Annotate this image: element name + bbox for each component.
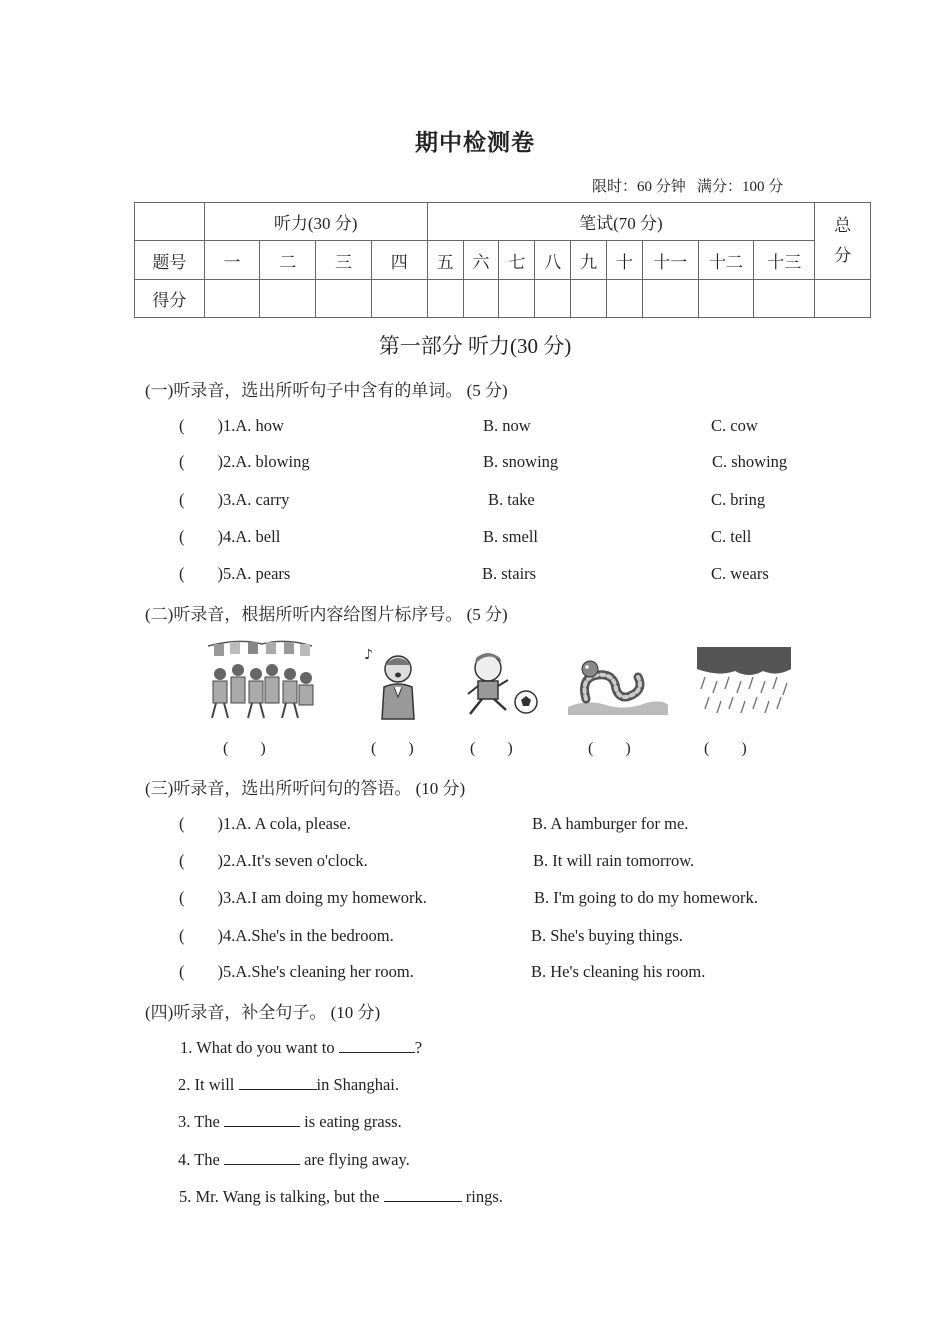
col-header: 十 xyxy=(607,241,643,280)
score-cell[interactable] xyxy=(754,280,815,318)
snake-picture xyxy=(566,655,670,717)
s3-q5-option-a: ( )5.A.She's cleaning her room. xyxy=(179,962,414,981)
col-header: 五 xyxy=(427,241,463,280)
score-cell[interactable] xyxy=(427,280,463,318)
score-cell[interactable] xyxy=(499,280,535,318)
s1-q2-option-a: ( )2.A. blowing xyxy=(179,452,310,471)
sentence-text: 3. The xyxy=(178,1112,224,1131)
row-label-score: 得分 xyxy=(135,280,205,318)
picture-answer-paren[interactable]: ( ) xyxy=(223,740,266,757)
exam-title: 期中检测卷 xyxy=(415,130,535,155)
s1-q5-option-a: ( )5.A. pears xyxy=(179,564,291,583)
picture-answer-paren[interactable]: ( ) xyxy=(588,740,631,757)
s1-q4-option-b: B. smell xyxy=(483,527,539,546)
sentence-text: is eating grass. xyxy=(299,1112,402,1131)
score-cell[interactable] xyxy=(642,280,698,318)
fill-sentence-4 xyxy=(178,1150,410,1170)
s1-q3-option-c: C. bring xyxy=(711,490,766,509)
row-label-number: 题号 xyxy=(135,241,205,280)
s1-q1-option-c: C. cow xyxy=(711,416,758,435)
s3-q5-option-b: B. He's cleaning his room. xyxy=(531,962,706,981)
answer-blank[interactable] xyxy=(224,1112,300,1127)
picture-answer-paren[interactable]: ( ) xyxy=(371,740,414,757)
section4-heading: (四)听录音，补全句子。 (10 分) xyxy=(145,1003,381,1022)
s1-q5-option-c: C. wears xyxy=(711,564,769,583)
section3-heading: (三)听录音，选出所听问句的答语。 (10 分) xyxy=(145,779,466,798)
s1-q3-option-a: ( )3.A. carry xyxy=(179,490,290,509)
col-header: 四 xyxy=(371,241,427,280)
s3-q1-option-a: ( )1.A. A cola, please. xyxy=(179,814,351,833)
part1-title: 第一部分 听力(30 分) xyxy=(378,334,572,358)
score-cell[interactable] xyxy=(260,280,316,318)
sentence-text: 2. It will xyxy=(178,1075,239,1094)
sentence-text: rings. xyxy=(461,1187,503,1206)
picture-answer-paren[interactable]: ( ) xyxy=(704,740,747,757)
col-header: 一 xyxy=(204,241,260,280)
fill-sentence-3 xyxy=(178,1112,402,1132)
s1-q2-option-b: B. snowing xyxy=(483,452,559,471)
writing-header: 笔试(70 分) xyxy=(427,203,814,241)
sentence-text: 5. Mr. Wang is talking, but the xyxy=(179,1187,384,1206)
score-cell[interactable] xyxy=(371,280,427,318)
col-header: 三 xyxy=(316,241,372,280)
section2-heading: (二)听录音，根据所听内容给图片标序号。 (5 分) xyxy=(145,605,508,624)
rain-cloud-picture xyxy=(697,647,791,719)
total-header-line2: 分 xyxy=(834,246,852,265)
s3-q1-option-b: B. A hamburger for me. xyxy=(532,814,689,833)
s3-q2-option-a: ( )2.A.It's seven o'clock. xyxy=(179,851,368,870)
answer-blank[interactable] xyxy=(224,1150,300,1165)
s3-q3-option-a: ( )3.A.I am doing my homework. xyxy=(179,888,427,907)
fill-sentence-5 xyxy=(179,1187,503,1207)
sentence-text: ? xyxy=(414,1038,423,1057)
col-header: 八 xyxy=(535,241,571,280)
s1-q2-option-c: C. showing xyxy=(712,452,788,471)
party-crowd-picture xyxy=(200,636,324,722)
score-cell[interactable] xyxy=(607,280,643,318)
col-header: 二 xyxy=(260,241,316,280)
singing-man-picture xyxy=(362,645,422,721)
score-table-corner xyxy=(135,203,205,241)
svg-text:♪: ♪ xyxy=(364,647,373,663)
score-cell[interactable] xyxy=(316,280,372,318)
col-header: 七 xyxy=(499,241,535,280)
answer-blank[interactable] xyxy=(339,1038,415,1053)
s1-q4-option-a: ( )4.A. bell xyxy=(179,527,281,546)
total-header-line1: 总 xyxy=(834,216,852,235)
sentence-text: 1. What do you want to xyxy=(180,1038,339,1057)
s1-q3-option-b: B. take xyxy=(488,490,535,509)
col-header: 十二 xyxy=(698,241,754,280)
fill-sentence-1 xyxy=(180,1038,422,1058)
listening-header: 听力(30 分) xyxy=(204,203,427,241)
score-cell[interactable] xyxy=(571,280,607,318)
s3-q2-option-b: B. It will rain tomorrow. xyxy=(533,851,695,870)
fill-sentence-2 xyxy=(178,1075,399,1095)
s1-q1-option-a: ( )1.A. how xyxy=(179,416,284,435)
s1-q5-option-b: B. stairs xyxy=(482,564,537,583)
boy-football-picture xyxy=(462,650,540,720)
s3-q4-option-b: B. She's buying things. xyxy=(531,926,683,945)
score-cell[interactable] xyxy=(204,280,260,318)
score-cell[interactable] xyxy=(698,280,754,318)
score-cell-total[interactable] xyxy=(815,280,871,318)
score-cell[interactable] xyxy=(463,280,499,318)
time-score-limit: 限时：60 分钟 满分：100 分 xyxy=(592,179,784,195)
s1-q1-option-b: B. now xyxy=(483,416,531,435)
section1-heading: (一)听录音，选出所听句子中含有的单词。 (5 分) xyxy=(145,381,508,400)
col-header: 九 xyxy=(571,241,607,280)
s3-q4-option-a: ( )4.A.She's in the bedroom. xyxy=(179,926,394,945)
picture-answer-paren[interactable]: ( ) xyxy=(470,740,513,757)
col-header: 十三 xyxy=(754,241,815,280)
score-table xyxy=(134,202,871,318)
col-header: 六 xyxy=(463,241,499,280)
answer-blank[interactable] xyxy=(239,1075,317,1090)
s1-q4-option-c: C. tell xyxy=(711,527,752,546)
sentence-text: in Shanghai. xyxy=(316,1075,399,1094)
sentence-text: 4. The xyxy=(178,1150,224,1169)
answer-blank[interactable] xyxy=(384,1187,462,1202)
score-cell[interactable] xyxy=(535,280,571,318)
s3-q3-option-b: B. I'm going to do my homework. xyxy=(534,888,758,907)
col-header: 十一 xyxy=(642,241,698,280)
total-header xyxy=(815,203,871,280)
sentence-text: are flying away. xyxy=(299,1150,410,1169)
